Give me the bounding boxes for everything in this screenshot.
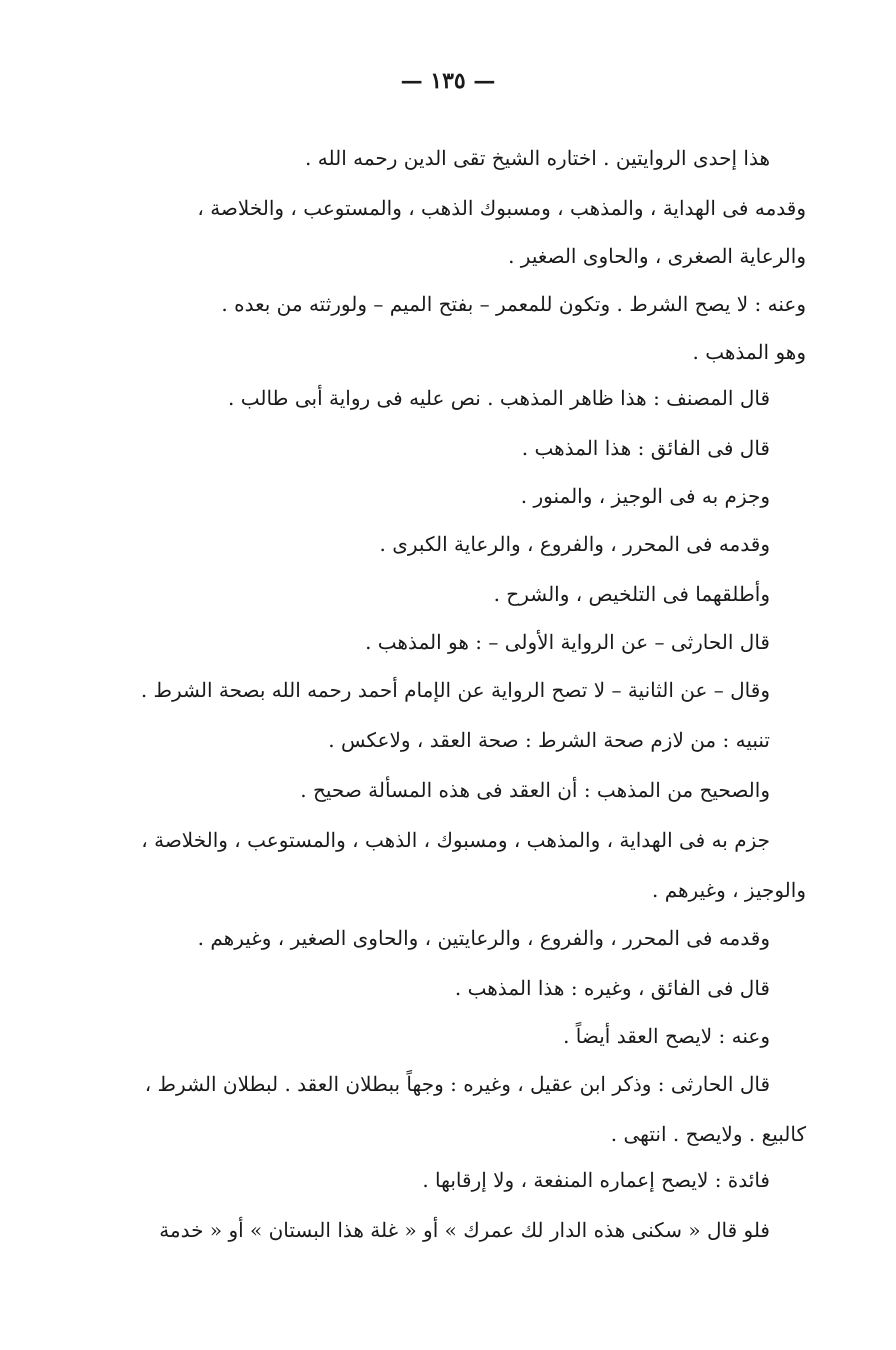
text-line-22-faida: فائدة : لايصح إعماره المنفعة ، ولا إرقابها . bbox=[422, 1168, 770, 1192]
text-line-17: وقدمه فى المحرر ، والفروع ، والرعايتين ، والحاوى الصغير ، وغيرهم . bbox=[197, 926, 770, 950]
text-line-9: وقدمه فى المحرر ، والفروع ، والرعاية الكبرى . bbox=[379, 532, 770, 556]
text-line-12: وقال – عن الثانية – لا تصح الرواية عن الإمام أحمد رحمه الله بصحة الشرط . bbox=[140, 678, 770, 702]
page-number: — ١٣٥ — bbox=[400, 68, 496, 94]
text-line-15: جزم به فى الهداية ، والمذهب ، ومسبوك ، الذهب ، والمستوعب ، والخلاصة ، bbox=[141, 828, 770, 852]
text-line-8: وجزم به فى الوجيز ، والمنور . bbox=[520, 484, 770, 508]
text-line-14: والصحيح من المذهب : أن العقد فى هذه المسألة صحيح . bbox=[300, 778, 770, 802]
text-line-10: وأطلقهما فى التلخيص ، والشرح . bbox=[493, 582, 770, 606]
text-line-3: والرعاية الصغرى ، والحاوى الصغير . bbox=[508, 244, 806, 268]
text-line-11: قال الحارثى – عن الرواية الأولى – : هو المذهب . bbox=[365, 630, 770, 654]
text-line-20: قال الحارثى : وذكر ابن عقيل ، وغيره : وجهاً ببطلان العقد . لبطلان الشرط ، bbox=[144, 1072, 770, 1096]
text-line-6: قال المصنف : هذا ظاهر المذهب . نص عليه فى رواية أبى طالب . bbox=[228, 386, 770, 410]
text-line-7: قال فى الفائق : هذا المذهب . bbox=[521, 436, 770, 460]
text-line-1: هذا إحدى الروايتين . اختاره الشيخ تقى الدين رحمه الله . bbox=[305, 146, 770, 170]
text-line-13-tanbih: تنبيه : من لازم صحة الشرط : صحة العقد ، ولاعكس . bbox=[328, 728, 770, 752]
text-line-4: وعنه : لا يصح الشرط . وتكون للمعمر – بفتح الميم – ولورثته من بعده . bbox=[221, 292, 806, 316]
text-line-23: فلو قال « سكنى هذه الدار لك عمرك » أو « غلة هذا البستان » أو « خدمة bbox=[159, 1218, 770, 1242]
text-line-19: وعنه : لايصح العقد أيضاً . bbox=[563, 1024, 770, 1048]
text-line-18: قال فى الفائق ، وغيره : هذا المذهب . bbox=[454, 976, 770, 1000]
text-line-5: وهو المذهب . bbox=[692, 340, 806, 364]
text-line-16: والوجيز ، وغيرهم . bbox=[651, 878, 806, 902]
text-line-2: وقدمه فى الهداية ، والمذهب ، ومسبوك الذهب ، والمستوعب ، والخلاصة ، bbox=[197, 196, 806, 220]
text-line-21: كالبيع . ولايصح . انتهى . bbox=[610, 1122, 806, 1146]
